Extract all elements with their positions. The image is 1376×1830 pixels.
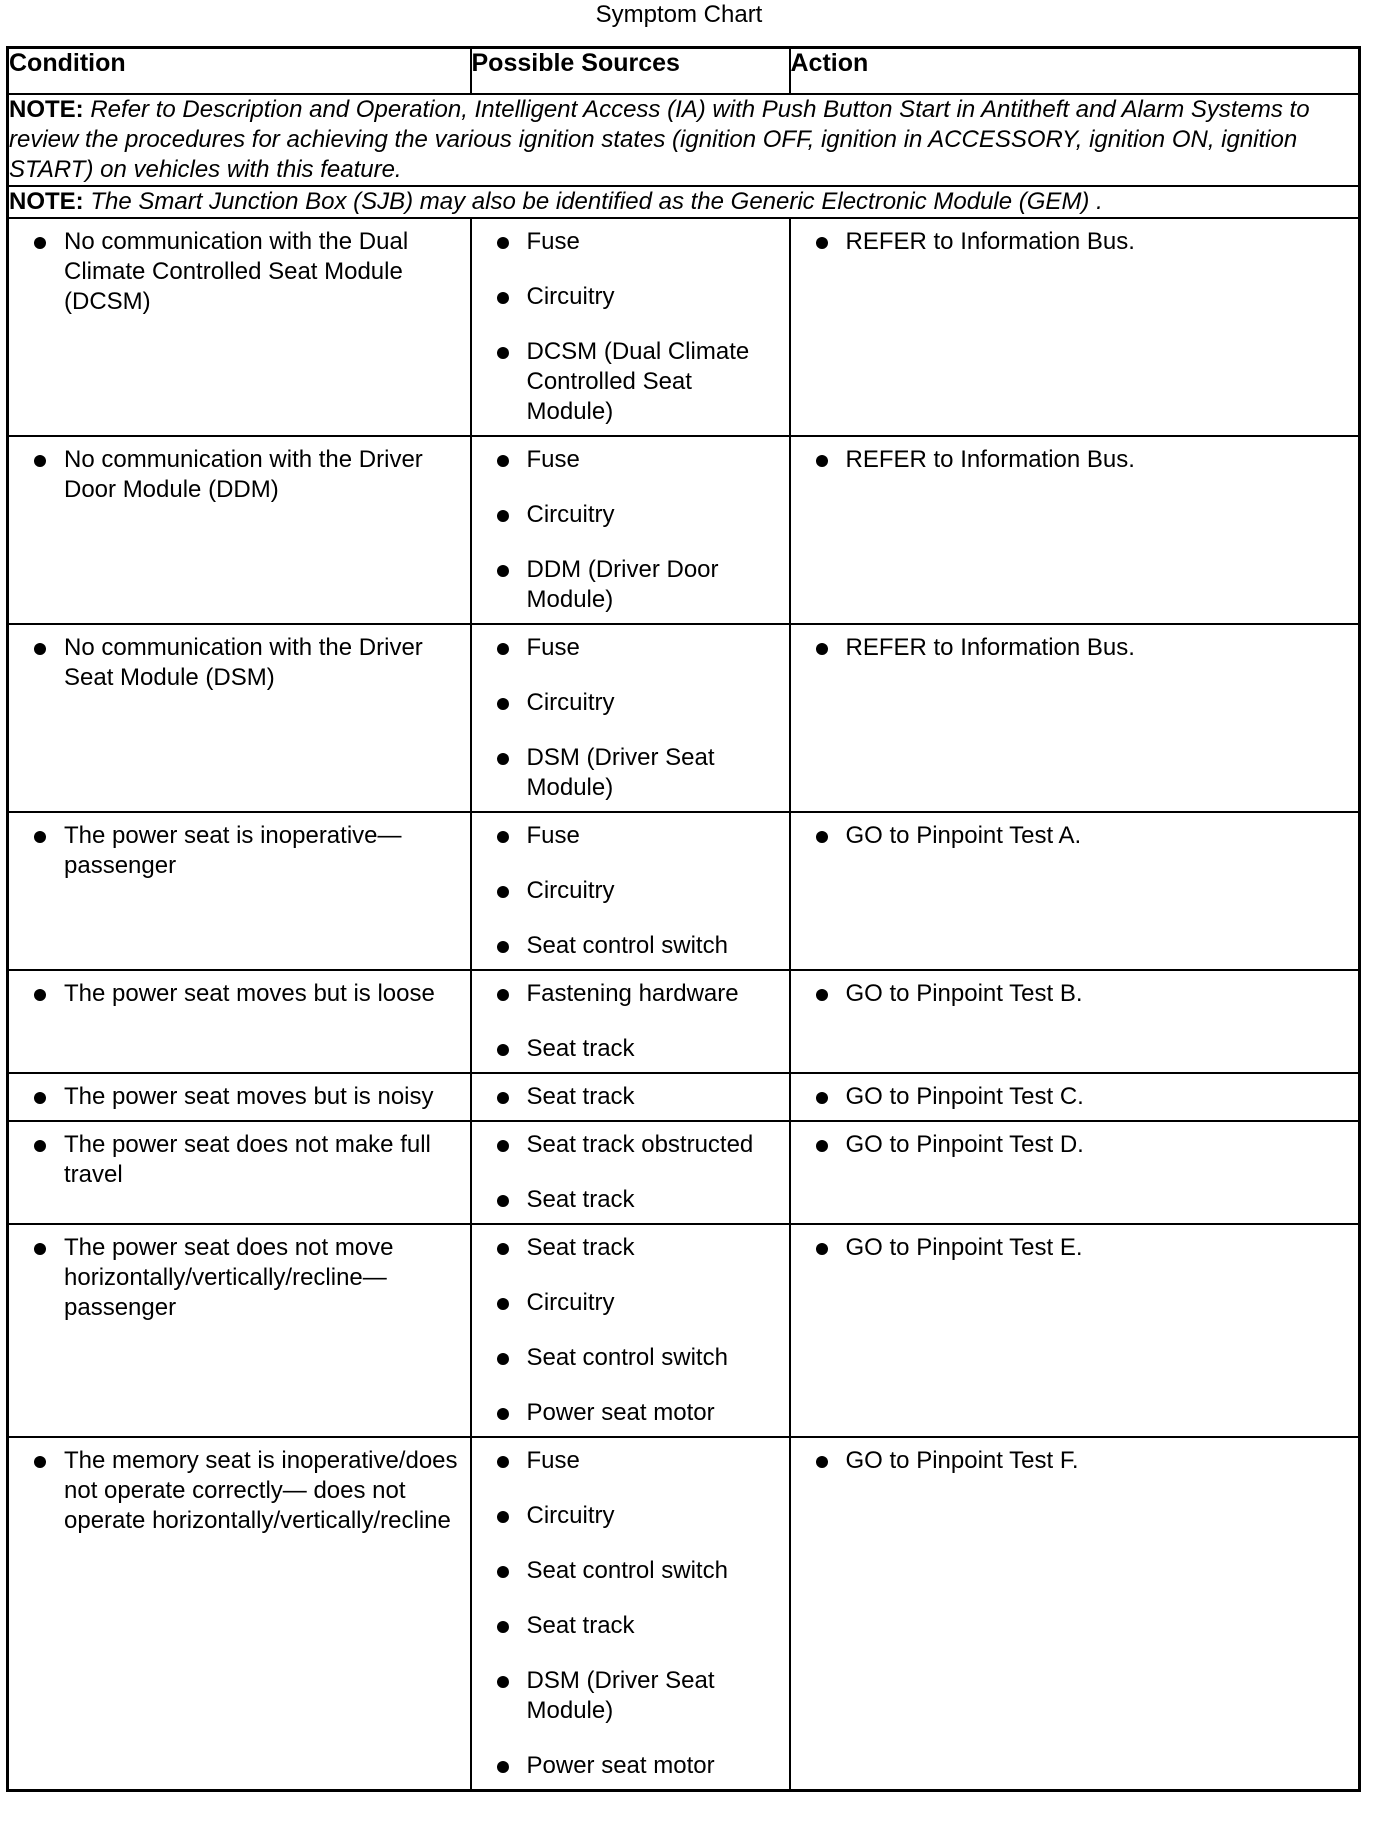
- symptom-row: [8, 1224, 1360, 1437]
- bullet-icon: [497, 1408, 509, 1420]
- source-item: [472, 445, 781, 475]
- source-item: [472, 1501, 781, 1531]
- bullet-icon: [497, 1195, 509, 1207]
- condition-item: [9, 1082, 462, 1112]
- action-cell: [790, 812, 1360, 970]
- action-text: GO to Pinpoint Test A.: [845, 821, 1082, 849]
- bullet-icon: [816, 643, 828, 655]
- source-item: [472, 1666, 781, 1726]
- bullet-icon: [497, 1566, 509, 1578]
- action-text: REFER to Information Bus.: [845, 633, 1135, 661]
- source-list: [472, 971, 789, 1072]
- action-item: [791, 445, 1351, 475]
- source-text: Power seat motor: [526, 1398, 715, 1426]
- bullet-icon: [816, 1092, 828, 1104]
- source-list: [472, 625, 789, 811]
- condition-cell: [8, 1224, 471, 1437]
- source-list: [472, 219, 789, 435]
- source-item: [472, 821, 781, 851]
- symptom-row: [8, 1073, 1360, 1121]
- condition-text: No communication with the Dual Climate Controlled Seat Module (DCSM): [64, 227, 409, 315]
- bullet-icon: [497, 1092, 509, 1104]
- header-row: [8, 48, 1360, 94]
- action-cell: [790, 624, 1360, 812]
- source-text: Seat track: [526, 1082, 635, 1110]
- bullet-icon: [816, 1243, 828, 1255]
- source-text: Circuitry: [526, 688, 615, 716]
- action-list: [791, 219, 1359, 265]
- action-cell: [790, 1437, 1360, 1791]
- condition-text: No communication with the Driver Door Module (DDM): [64, 445, 423, 503]
- source-item: [472, 931, 781, 961]
- action-item: [791, 1446, 1351, 1476]
- action-list: [791, 1074, 1359, 1120]
- source-text: Seat track: [526, 1611, 635, 1639]
- source-item: [472, 876, 781, 906]
- symptom-row: [8, 970, 1360, 1073]
- bullet-icon: [497, 1353, 509, 1365]
- condition-list: [9, 219, 470, 325]
- source-item: [472, 500, 781, 530]
- condition-text: The memory seat is inoperative/does not operate correctly— does not operate horizontally/vertically/recline: [64, 1446, 458, 1534]
- condition-item: [9, 633, 462, 693]
- action-item: [791, 821, 1351, 851]
- sources-cell: [471, 436, 790, 624]
- action-list: [791, 437, 1359, 483]
- condition-item: [9, 445, 462, 505]
- condition-item: [9, 1233, 462, 1323]
- source-list: [472, 1122, 789, 1223]
- source-item: [472, 1751, 781, 1781]
- sources-cell: [471, 624, 790, 812]
- condition-list: [9, 1225, 470, 1331]
- bullet-icon: [34, 831, 46, 843]
- bullet-icon: [497, 698, 509, 710]
- condition-item: [9, 1446, 462, 1536]
- condition-list: [9, 1122, 470, 1198]
- source-item: [472, 282, 781, 312]
- sources-cell: [471, 1073, 790, 1121]
- condition-list: [9, 437, 470, 513]
- action-text: REFER to Information Bus.: [845, 227, 1135, 255]
- action-text: GO to Pinpoint Test B.: [845, 979, 1083, 1007]
- note-text: The Smart Junction Box (SJB) may also be identified as the Generic Electronic Module (GEM) .: [90, 187, 1103, 215]
- bullet-icon: [34, 237, 46, 249]
- condition-item: [9, 227, 462, 317]
- source-text: Seat track: [526, 1233, 635, 1261]
- bullet-icon: [497, 1243, 509, 1255]
- source-text: DCSM (Dual Climate Controlled Seat Module): [526, 337, 750, 425]
- source-item: [472, 633, 781, 663]
- action-item: [791, 227, 1351, 257]
- bullet-icon: [497, 1676, 509, 1688]
- condition-cell: [8, 1437, 471, 1791]
- sources-cell: [471, 1437, 790, 1791]
- condition-item: [9, 979, 462, 1009]
- condition-text: The power seat moves but is noisy: [64, 1082, 434, 1110]
- bullet-icon: [816, 1140, 828, 1152]
- symptom-row: [8, 1437, 1360, 1791]
- condition-list: [9, 625, 470, 701]
- source-item: [472, 1082, 781, 1112]
- condition-item: [9, 821, 462, 881]
- bullet-icon: [497, 1761, 509, 1773]
- bullet-icon: [34, 1140, 46, 1152]
- source-item: [472, 688, 781, 718]
- action-cell: [790, 1073, 1360, 1121]
- source-item: [472, 1233, 781, 1263]
- source-item: [472, 743, 781, 803]
- bullet-icon: [497, 1140, 509, 1152]
- source-item: [472, 1288, 781, 1318]
- source-text: Circuitry: [526, 1288, 615, 1316]
- source-item: [472, 555, 781, 615]
- condition-cell: [8, 970, 471, 1073]
- action-cell: [790, 218, 1360, 436]
- source-item: [472, 337, 781, 427]
- source-text: Fastening hardware: [526, 979, 739, 1007]
- source-list: [472, 1438, 789, 1789]
- action-cell: [790, 1224, 1360, 1437]
- action-text: GO to Pinpoint Test D.: [845, 1130, 1084, 1158]
- condition-list: [9, 813, 470, 889]
- symptom-row: [8, 624, 1360, 812]
- source-text: Fuse: [526, 1446, 580, 1474]
- bullet-icon: [497, 989, 509, 1001]
- bullet-icon: [497, 1511, 509, 1523]
- note-row: [8, 186, 1360, 218]
- source-text: Seat control switch: [526, 1343, 728, 1371]
- source-text: Seat track: [526, 1034, 635, 1062]
- sources-cell: [471, 970, 790, 1073]
- note-text: Refer to Description and Operation, Intelligent Access (IA) with Push Button Start in Antitheft and Alarm Systems to review the procedures for achieving the various ignition states (ignition OFF, ignition in ACCESSORY, ignition ON, ignition START) on vehicles with this feature.: [9, 95, 1310, 183]
- source-list: [472, 437, 789, 623]
- action-text: GO to Pinpoint Test F.: [845, 1446, 1079, 1474]
- bullet-icon: [816, 831, 828, 843]
- source-list: [472, 1074, 789, 1120]
- symptom-row: [8, 218, 1360, 436]
- source-text: Fuse: [526, 821, 580, 849]
- source-text: Seat track obstructed: [526, 1130, 754, 1158]
- bullet-icon: [497, 1044, 509, 1056]
- bullet-icon: [497, 886, 509, 898]
- action-cell: [790, 436, 1360, 624]
- action-text: REFER to Information Bus.: [845, 445, 1135, 473]
- action-list: [791, 1122, 1359, 1168]
- bullet-icon: [816, 989, 828, 1001]
- action-list: [791, 1225, 1359, 1271]
- symptom-row: [8, 436, 1360, 624]
- condition-cell: [8, 624, 471, 812]
- source-item: [472, 1185, 781, 1215]
- bullet-icon: [34, 1092, 46, 1104]
- condition-text: The power seat moves but is loose: [64, 979, 435, 1007]
- condition-text: No communication with the Driver Seat Module (DSM): [64, 633, 423, 691]
- bullet-icon: [497, 292, 509, 304]
- header-condition: Condition: [8, 48, 471, 94]
- condition-list: [9, 1438, 470, 1544]
- action-cell: [790, 970, 1360, 1073]
- bullet-icon: [34, 643, 46, 655]
- bullet-icon: [497, 237, 509, 249]
- bullet-icon: [497, 1456, 509, 1468]
- bullet-icon: [497, 1298, 509, 1310]
- source-text: Seat track: [526, 1185, 635, 1213]
- symptom-row: [8, 1121, 1360, 1224]
- note-label: NOTE:: [9, 187, 84, 215]
- source-item: [472, 1398, 781, 1428]
- condition-cell: [8, 1121, 471, 1224]
- source-text: Fuse: [526, 445, 580, 473]
- source-item: [472, 1446, 781, 1476]
- source-text: DDM (Driver Door Module): [526, 555, 719, 613]
- chart-title: Symptom Chart: [595, 1, 763, 28]
- source-item: [472, 1130, 781, 1160]
- action-text: GO to Pinpoint Test E.: [845, 1233, 1083, 1261]
- condition-cell: [8, 812, 471, 970]
- action-text: GO to Pinpoint Test C.: [845, 1082, 1084, 1110]
- bullet-icon: [34, 1456, 46, 1468]
- source-text: DSM (Driver Seat Module): [526, 743, 715, 801]
- action-list: [791, 1438, 1359, 1484]
- condition-text: The power seat is inoperative—passenger: [64, 821, 402, 879]
- bullet-icon: [816, 237, 828, 249]
- bullet-icon: [497, 347, 509, 359]
- action-item: [791, 1130, 1351, 1160]
- action-list: [791, 971, 1359, 1017]
- bullet-icon: [497, 565, 509, 577]
- note-row: [8, 94, 1360, 186]
- note-label: NOTE:: [9, 95, 84, 123]
- source-list: [472, 813, 789, 969]
- source-item: [472, 1343, 781, 1373]
- source-item: [472, 1611, 781, 1641]
- source-item: [472, 1034, 781, 1064]
- bullet-icon: [497, 455, 509, 467]
- symptom-row: [8, 812, 1360, 970]
- source-text: Circuitry: [526, 282, 615, 310]
- action-list: [791, 625, 1359, 671]
- source-text: Seat control switch: [526, 1556, 728, 1584]
- action-list: [791, 813, 1359, 859]
- bullet-icon: [497, 643, 509, 655]
- action-cell: [790, 1121, 1360, 1224]
- sources-cell: [471, 1121, 790, 1224]
- source-text: Fuse: [526, 633, 580, 661]
- note-cell: [8, 186, 1360, 218]
- sources-cell: [471, 1224, 790, 1437]
- header-possible-sources: Possible Sources: [471, 48, 790, 94]
- header-action: Action: [790, 48, 1360, 94]
- bullet-icon: [34, 455, 46, 467]
- source-text: DSM (Driver Seat Module): [526, 1666, 715, 1724]
- source-text: Seat control switch: [526, 931, 728, 959]
- action-item: [791, 979, 1351, 1009]
- bullet-icon: [34, 1243, 46, 1255]
- condition-list: [9, 971, 470, 1017]
- condition-text: The power seat does not move horizontally/vertically/recline—passenger: [64, 1233, 394, 1321]
- note-cell: [8, 94, 1360, 186]
- condition-item: [9, 1130, 462, 1190]
- source-text: Circuitry: [526, 876, 615, 904]
- source-item: [472, 979, 781, 1009]
- source-text: Power seat motor: [526, 1751, 715, 1779]
- source-item: [472, 227, 781, 257]
- sources-cell: [471, 218, 790, 436]
- source-text: Circuitry: [526, 500, 615, 528]
- condition-text: The power seat does not make full travel: [64, 1130, 431, 1188]
- condition-list: [9, 1074, 470, 1120]
- action-item: [791, 1082, 1351, 1112]
- bullet-icon: [816, 455, 828, 467]
- symptom-chart-table: [6, 46, 1361, 1792]
- source-list: [472, 1225, 789, 1436]
- bullet-icon: [816, 1456, 828, 1468]
- source-text: Circuitry: [526, 1501, 615, 1529]
- condition-cell: [8, 436, 471, 624]
- bullet-icon: [497, 510, 509, 522]
- bullet-icon: [497, 753, 509, 765]
- condition-cell: [8, 218, 471, 436]
- action-item: [791, 633, 1351, 663]
- bullet-icon: [497, 831, 509, 843]
- bullet-icon: [497, 1621, 509, 1633]
- sources-cell: [471, 812, 790, 970]
- source-item: [472, 1556, 781, 1586]
- condition-cell: [8, 1073, 471, 1121]
- bullet-icon: [497, 941, 509, 953]
- source-text: Fuse: [526, 227, 580, 255]
- action-item: [791, 1233, 1351, 1263]
- bullet-icon: [34, 989, 46, 1001]
